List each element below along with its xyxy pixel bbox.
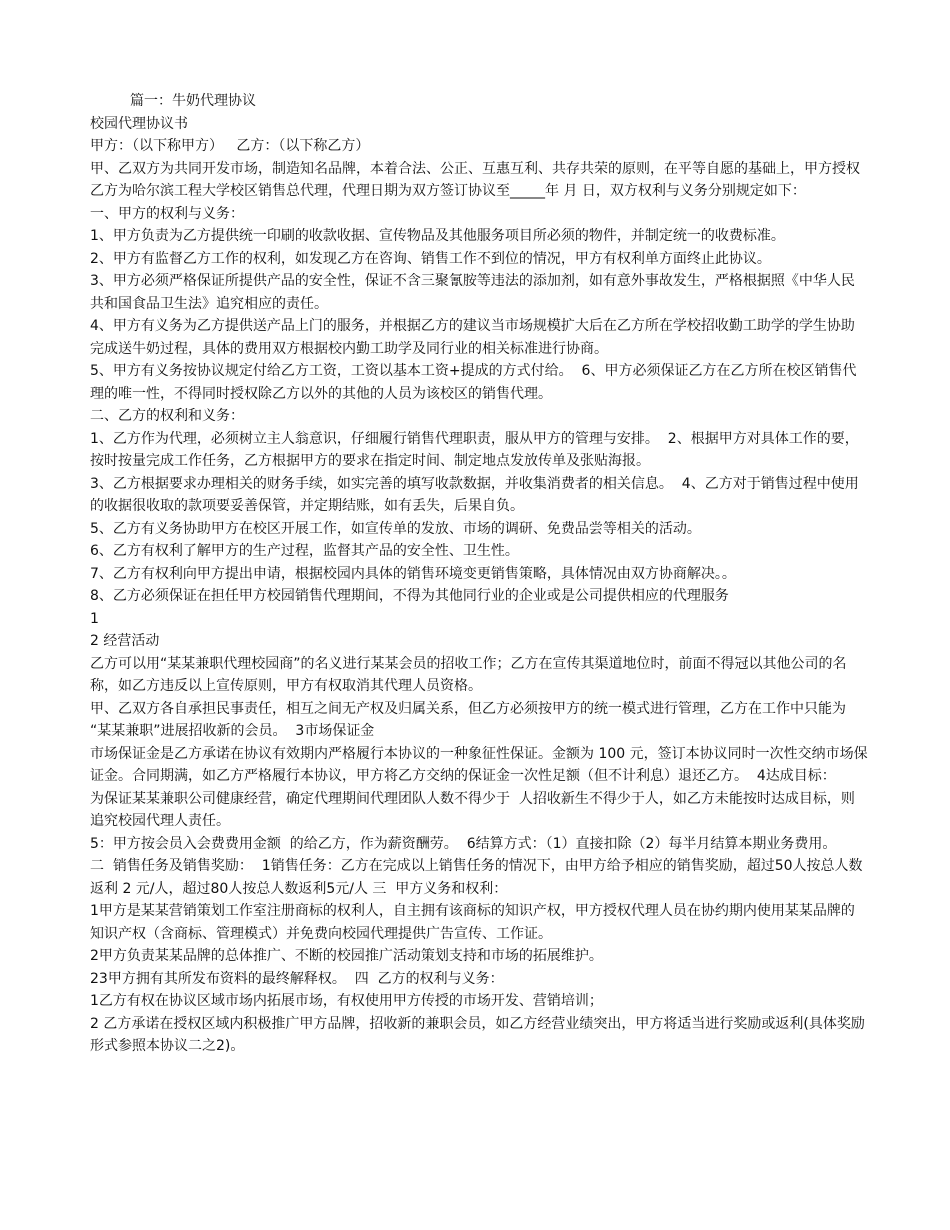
paragraph: 2甲方负责某某品牌的总体推广、不断的校园推广活动策划支持和市场的拓展维护。	[90, 948, 603, 964]
paragraph: 8、乙方必须保证在担任甲方校园销售代理期间，不得为其他同行业的企业或是公司提供相应的代理服务	[90, 588, 729, 604]
paragraph: 甲、乙双方各自承担民事责任，相互之间无产权及归属关系，但乙方必须按甲方的统一模式进行管理，乙方在工作中只能为 “某某兼职”进展招收新的会员。 3市场保证金	[90, 700, 851, 739]
section-number: 2 经营活动	[90, 633, 160, 649]
paragraph: 3、乙方根据要求办理相关的财务手续，如实完善的填写收款数据，并收集消费者的相关信息。 4、乙方对于销售过程中使用的收据很收取的款项要妥善保管，并定期结账，如有丢失，后果自负。	[90, 475, 859, 514]
paragraph: 1、甲方负责为乙方提供统一印刷的收款收据、宣传物品及其他服务项目所必须的物件，并制定统一的收费标准。	[90, 228, 785, 244]
section-heading: 二、乙方的权利和义务：	[90, 408, 244, 424]
document-title: 校园代理协议书	[90, 115, 188, 132]
paragraph: 1、乙方作为代理，必须树立主人翁意识，仔细履行销售代理职责，服从甲方的管理与安排。 2、根据甲方对具体工作的要，按时按量完成工作任务，乙方根据甲方的要求在指定时间、制定地点发放传单及张贴海报。	[90, 430, 859, 469]
section-heading: 一、甲方的权利与义务：	[90, 205, 244, 222]
paragraph: 市场保证金是乙方承诺在协议有效期内严格履行本协议的一种象征性保证。金额为 100 元，签订本协议同时一次性交纳市场保证金。合同期满，如乙方严格履行本协议，甲方将乙方交纳的保证金一次性足额（但不计利息）退还乙方。 4达成目标：	[90, 745, 868, 784]
paragraph: 6、乙方有权利了解甲方的生产过程，监督其产品的安全性、卫生性。	[90, 543, 519, 559]
paragraph: 甲、乙双方为共同开发市场，制造知名品牌，本着合法、公正、互惠互利、共存共荣的原则，在平等自愿的基础上，甲方授权乙方为哈尔滨工程大学校区销售总代理，代理日期为双方签订协议至_____年 月 日，双方权利与义务分别规定如下：	[90, 160, 860, 199]
paragraph: 1甲方是某某营销策划工作室注册商标的权利人，自主拥有该商标的知识产权，甲方授权代理人员在协约期内使用某某品牌的知识产权（含商标、管理模式）并免费向校园代理提供广告宣传、工作证。	[90, 903, 855, 942]
paragraph: 乙方可以用“某某兼职代理校园商”的名义进行某某会员的招收工作；乙方在宣传其渠道地位时，前面不得冠以其他公司的名称，如乙方违反以上宣传原则，甲方有权取消其代理人员资格。	[90, 655, 847, 694]
paragraph: 4、甲方有义务为乙方提供送产品上门的服务，并根据乙方的建议当市场规模扩大后在乙方所在学校招收勤工助学的学生协助完成送牛奶过程，具体的费用双方根据校内勤工助学及同行业的相关标准进行协商。	[90, 318, 855, 357]
paragraph: 2、甲方有监督乙方工作的权利，如发现乙方在咨询、销售工作不到位的情况，甲方有权利单方面终止此协议。	[90, 250, 771, 267]
document-heading: 篇一：牛奶代理协议	[130, 93, 256, 109]
paragraph: 7、乙方有权利向甲方提出申请，根据校园内具体的销售环境变更销售策略，具体情况由双方协商解决。。	[90, 565, 736, 582]
paragraph: 5：甲方按会员入会费费用金额 的给乙方，作为薪资酬劳。 6结算方式：（1）直接扣除（2）每半月结算本期业务费用。 二 销售任务及销售奖励： 1销售任务：乙方在完成以上销售任务的情况下，由甲方给予相应的销售奖励，超过50人按总人数返利 2 元/人，超过80人按总人数返利5元/人 三 甲方义务和权利：	[90, 835, 863, 897]
paragraph: 甲方：（以下称甲方） 乙方：（以下称乙方）	[90, 138, 370, 154]
paragraph: 1	[90, 610, 99, 627]
paragraph: 为保证某某兼职公司健康经营，确定代理期间代理团队人数不得少于 人招收新生不得少于人，如乙方未能按时达成目标，则追究校园代理人责任。	[90, 790, 855, 829]
paragraph: 3、甲方必须严格保证所提供产品的安全性，保证不含三聚氰胺等违法的添加剂，如有意外事故发生，严格根据照《中华人民共和国食品卫生法》追究相应的责任。	[90, 273, 855, 312]
paragraph: 23甲方拥有其所发布资料的最终解释权。 四 乙方的权利与义务：	[90, 970, 504, 987]
paragraph: 2 乙方承诺在授权区域内积极推广甲方品牌，招收新的兼职会员，如乙方经营业绩突出，甲方将适当进行奖励或返利(具体奖励形式参照本协议二之2)。	[90, 1015, 865, 1054]
paragraph: 5、甲方有义务按协议规定付给乙方工资，工资以基本工资+提成的方式付给。 6、甲方必须保证乙方在乙方所在校区销售代理的唯一性，不得同时授权除乙方以外的其他的人员为该校区的销售代理。	[90, 363, 857, 402]
document-page	[90, 90, 868, 1058]
paragraph: 1乙方有权在协议区域市场内拓展市场，有权使用甲方传授的市场开发、营销培训；	[90, 993, 603, 1009]
paragraph: 5、乙方有义务协助甲方在校区开展工作，如宣传单的发放、市场的调研、免费品尝等相关的活动。	[90, 520, 701, 537]
